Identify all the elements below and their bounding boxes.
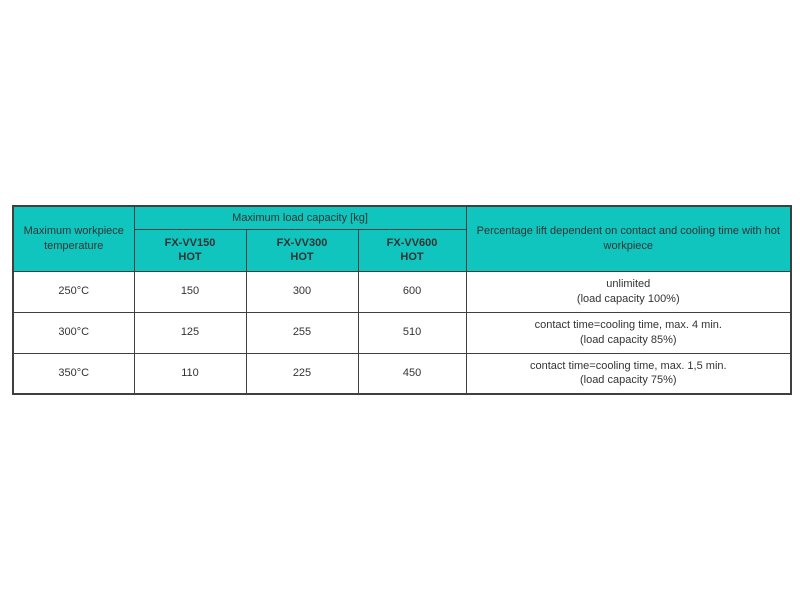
cell-fx-vv600: 600 xyxy=(358,271,466,312)
header-model-fx-vv300 xyxy=(246,229,358,271)
cell-fx-vv150: 150 xyxy=(134,271,246,312)
model-name: FX-VV300 xyxy=(276,236,328,249)
header-model-fx-vv150 xyxy=(134,229,246,271)
cell-fx-vv300: 300 xyxy=(246,271,358,312)
cell-fx-vv300: 225 xyxy=(246,353,358,394)
header-load-capacity-group: Maximum load capacity [kg] xyxy=(134,206,466,229)
table-row-300c xyxy=(13,312,791,353)
cell-fx-vv150: 125 xyxy=(134,312,246,353)
cell-percentage xyxy=(466,353,791,394)
cell-temperature: 300°C xyxy=(13,312,134,353)
model-name: FX-VV600 xyxy=(386,236,438,249)
model-variant: HOT xyxy=(400,251,424,263)
cell-fx-vv600: 450 xyxy=(358,353,466,394)
cell-temperature: 350°C xyxy=(13,353,134,394)
cell-percentage xyxy=(466,312,791,353)
table-row-250c xyxy=(13,271,791,312)
model-name: FX-VV150 xyxy=(164,236,216,249)
cell-fx-vv150: 110 xyxy=(134,353,246,394)
cell-temperature: 250°C xyxy=(13,271,134,312)
condition-text: contact time=cooling time, max. 4 min. xyxy=(534,319,722,332)
condition-text: contact time=cooling time, max. 1,5 min. xyxy=(530,359,727,372)
capacity-text: (load capacity 100%) xyxy=(576,292,680,305)
header-model-fx-vv600 xyxy=(358,229,466,271)
load-capacity-spec-table xyxy=(12,205,792,395)
model-variant: HOT xyxy=(178,251,202,263)
condition-text: unlimited xyxy=(606,278,651,291)
cell-fx-vv600: 510 xyxy=(358,312,466,353)
cell-percentage xyxy=(466,271,791,312)
cell-fx-vv300: 255 xyxy=(246,312,358,353)
header-row-group xyxy=(13,206,791,229)
model-variant: HOT xyxy=(290,251,314,263)
capacity-text: (load capacity 75%) xyxy=(579,374,677,387)
header-temperature: Maximum workpiece temperature xyxy=(13,206,134,271)
table-row-350c xyxy=(13,353,791,394)
header-percentage-lift: Percentage lift dependent on contact and cooling time with hot workpiece xyxy=(466,206,791,271)
capacity-text: (load capacity 85%) xyxy=(579,333,677,346)
